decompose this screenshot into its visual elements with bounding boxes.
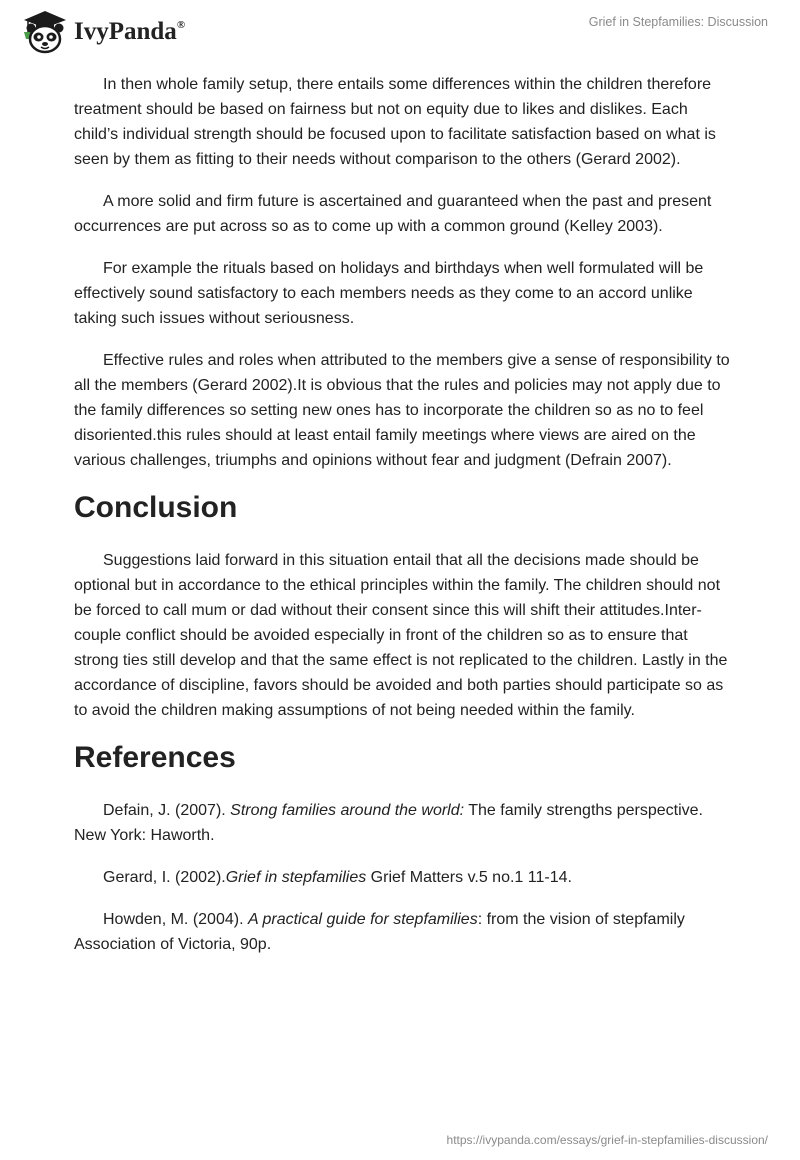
body-paragraph: Effective rules and roles when attributed to the members give a sense of responsibility to all the members (Gerard 2002).It is obvious that the rules and policies may not apply due to the family differences so setting new ones has to incorporate the children so as no to feel disoriented.this rules should at least entail family meetings where views are aired on the various challenges, triumphs and opinions without fear and judgment (Defrain 2007). xyxy=(74,352,730,469)
reference-item: Defain, J. (2007). Strong families around the world: The family strengths perspective. New York: Haworth. xyxy=(74,802,703,844)
page-header xyxy=(0,0,800,70)
body-paragraph: For example the rituals based on holidays and birthdays when well formulated will be effectively sound satisfactory to each members needs as they come to an accord unlike taking such issues without seriousness. xyxy=(74,260,704,327)
references-heading: References xyxy=(74,741,236,774)
panda-icon xyxy=(14,8,76,54)
document-title: Grief in Stepfamilies: Discussion xyxy=(588,15,768,29)
body-paragraph: In then whole family setup, there entails some differences within the children therefore treatment should be based on fairness but not on equity due to likes and dislikes. Each child’s individual strength should be focused upon to facilitate satisfaction based on what is seen by them as fitting to their needs without comparison to the others (Gerard 2002). xyxy=(74,76,716,168)
source-url-link[interactable]: https://ivypanda.com/essays/grief-in-stepfamilies-discussion/ xyxy=(446,1133,768,1147)
brand-name: IvyPanda® xyxy=(74,18,186,45)
conclusion-paragraph: Suggestions laid forward in this situation entail that all the decisions made should be optional but in accordance to the ethical principles within the family. The children should not be forced to call mum or dad without their consent since this will shift their attitudes.Inter- couple conflict should be avoided especially in front of the children so as to ensure that strong ties still develop and that the same effect is not replicated to the children. Lastly in the accordance of discipline, favors should be avoided and both parties should participate so as to avoid the children making assumptions of not being needed within the family. xyxy=(74,552,728,719)
reference-item: Howden, M. (2004). A practical guide for stepfamilies: from the vision of stepfamily Association of Victoria, 90p. xyxy=(74,911,685,953)
reference-item: Gerard, I. (2002).Grief in stepfamilies Grief Matters v.5 no.1 11-14. xyxy=(103,869,572,886)
conclusion-heading: Conclusion xyxy=(74,491,238,524)
essay-content xyxy=(74,72,734,974)
ivypanda-logo[interactable] xyxy=(14,8,185,54)
body-paragraph: A more solid and firm future is ascertained and guaranteed when the past and present occurrences are put across so as to come up with a common ground (Kelley 2003). xyxy=(74,193,712,235)
